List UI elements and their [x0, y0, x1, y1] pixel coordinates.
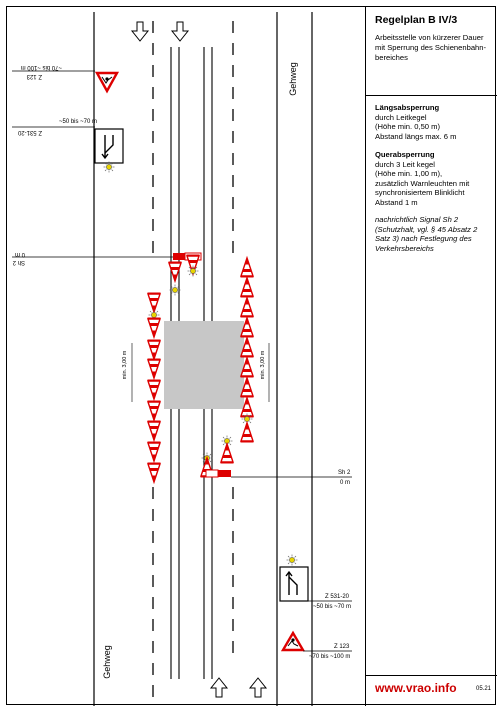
plan-frame	[6, 6, 496, 705]
laengs-line: (Höhe min. 0,50 m)	[375, 122, 440, 132]
sh2-bottom-signal	[218, 470, 231, 477]
version-label: 05.21	[475, 686, 491, 692]
sh2-bottom-distance: 0 m	[340, 480, 351, 486]
cross-barrier-top-cones	[169, 255, 200, 296]
laengs-line: durch Leitkegel	[375, 112, 427, 122]
roadworks-sign-bottom-icon	[283, 633, 303, 650]
quer-line: Abstand 1 m	[375, 197, 418, 207]
sign-top-z531-distance: ~50 bis ~70 m	[59, 119, 98, 125]
plan-subtitle: Arbeitsstelle von kürzerer Dauer mit Sperrung des Schienenbahn-bereiches	[375, 33, 487, 62]
quer-line: zusätzlich Warnleuchten mit	[375, 178, 470, 188]
quer-section	[375, 150, 495, 208]
sign-bottom-z531-distance: ~50 bis ~70 m	[313, 604, 352, 610]
laengs-section	[375, 103, 495, 141]
sign-bottom-z123-distance: ~70 bis ~100 m	[309, 654, 351, 660]
signal-note	[375, 215, 495, 253]
quer-line: synchronisiertem Blinklicht	[375, 188, 465, 198]
right-cone-line	[241, 258, 254, 443]
sh2-top-signal	[173, 253, 185, 260]
plan-title: Regelplan B IV/3	[375, 14, 458, 26]
sign-top-z531-label: Z 531-20	[17, 129, 42, 135]
divider	[366, 675, 497, 676]
legend-panel	[365, 7, 497, 706]
sh2-top-distance: 0 m	[14, 251, 25, 257]
left-cone-line	[148, 293, 161, 483]
laengs-line: Abstand längs max. 6 m	[375, 131, 457, 141]
lane-closure-sign-top-icon	[95, 129, 123, 173]
note-line: (Schutzhalt, vgl. § 45 Absatz 2	[375, 224, 478, 234]
note-line: Satz 3) nach Festlegung des	[375, 234, 472, 244]
quer-line: (Höhe min. 1,00 m),	[375, 169, 443, 179]
sign-top-z123-distance: ~70 bis ~100 m	[20, 64, 62, 70]
gehweg-left-label: Gehweg	[102, 645, 112, 679]
sign-bottom-z123-label: Z 123	[334, 644, 350, 650]
laengs-heading: Längsabsperrung	[375, 103, 440, 112]
note-line: Verkehrsbereichs	[375, 243, 434, 253]
sign-top-z123-label: Z 123	[26, 73, 42, 79]
work-area	[164, 321, 244, 409]
min-width-left-label: min. 3,00 m	[122, 350, 128, 380]
sh2-top-label: Sh 2	[12, 259, 25, 265]
divider	[366, 95, 497, 96]
website-link[interactable]: www.vrao.info	[375, 681, 457, 695]
quer-line: durch 3 Leit kegel	[375, 159, 435, 169]
traffic-plan-diagram	[7, 7, 365, 706]
sign-bottom-z531-label: Z 531-20	[325, 594, 350, 600]
quer-heading: Querabsperrung	[375, 150, 435, 159]
sh2-bottom-label: Sh 2	[338, 470, 351, 476]
barrier-bottom	[206, 470, 218, 477]
min-width-right-label: min. 3,00 m	[260, 350, 266, 380]
gehweg-right-label: Gehweg	[288, 62, 298, 96]
roadworks-sign-top-icon	[97, 73, 117, 91]
note-line: nachrichtlich Signal Sh 2	[375, 215, 459, 224]
lane-closure-sign-bottom-icon	[280, 555, 308, 602]
